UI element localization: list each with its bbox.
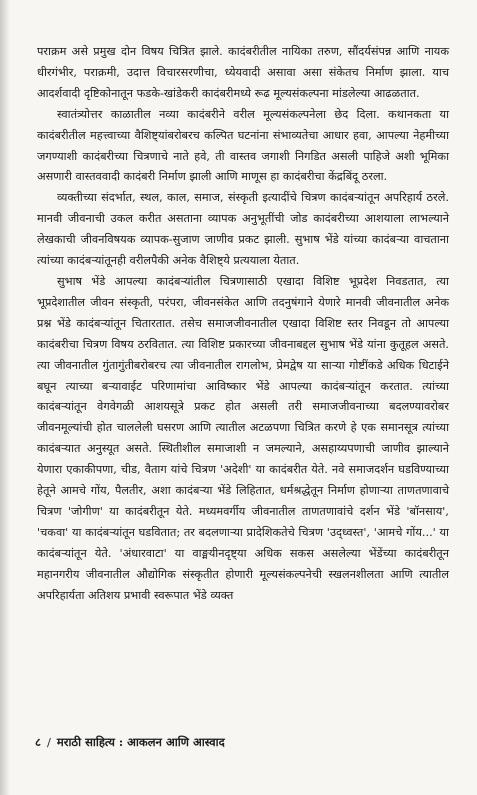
body-text	[37, 42, 449, 606]
page-footer	[35, 735, 455, 750]
footer-separator: /	[46, 735, 51, 749]
paragraph-1: पराक्रम असे प्रमुख दोन विषय चित्रित झाले. कादंबरीतील नायिका तरुण, सौंदर्यसंपन्न आणि नायक धीरगंभीर, पराक्रमी, उदात्त विचारसरणीचा, ध्येयवादी असावा असा संकेतच निर्माण झाला. याच आदर्शवादी दृष्टिकोनातून फडके-खांडेकरी कादंबरीमध्ये रूढ मूल्यसंकल्पना मांडलेल्या आढळतात.	[37, 45, 449, 100]
book-title: मराठी साहित्य : आकलन आणि आस्वाद	[56, 735, 225, 749]
binding-shadow	[0, 0, 10, 795]
paragraph-4: सुभाष भेंडे आपल्या कादंबऱ्यांतील चित्रणासाठी एखादा विशिष्ट भूप्रदेश निवडतात, त्या भूप्रदेशातील जीवन संस्कृती, परंपरा, जीवनसंकेत आणि तदनुषंगाने येणारे मानवी जीवनातील अनेक प्रश्न भेंडे कादंबऱ्यांतून चितारतात. तसेच समाजजीवनातील एखादा विशिष्ट स्तर निवडून तो आपल्या कादंबरीचा चित्रण विषय ठरवितात. त्या विशिष्ट प्रकारच्या जीवनाबद्दल सुभाष भेंडे यांना कुतूहल असते. त्या जीवनातील गुंतागुंतीबरोबरच त्या जीवनातील रागलोभ, प्रेमद्वेष या साऱ्या गोष्टींकडे अधिक धिटाईने बघून त्याच्या बऱ्यावाईट परिणामांचा आविष्कार भेंडे आपल्या कादंबऱ्यांतून करतात. त्यांच्या कादंबऱ्यांतून वेगवेगळी आशयसूत्रे प्रकट होत असली तरी समाजजीवनाच्या बदलण्यावरोबर जीवनमूल्यांची होत चाललेली घसरण आणि त्यातील अटळपणा चित्रित करणे हे एक समानसूत्र त्यांच्या कादंबऱ्यात अनुस्यूत असते. स्थितीशील समाजाशी न जमल्याने, असहाय्यपणाची जाणीव झाल्याने येणारा एकाकीपणा, चीड, वैताग यांचे चित्रण 'अदेशी' या कादंबरीत येते. नवे समाजदर्शन घडविण्याच्या हेतूने आमचे गोंय, पैलतीर, अशा कादंबऱ्या भेंडे लिहितात, धर्मश्रद्धेतून निर्माण होणाऱ्या ताणतणावाचे चित्रण 'जोगीण' या कादंबरीतून येते. मध्यमवर्गीय जीवनातील ताणतणावांचे दर्शन भेंडे 'बॉनसाय', 'चकवा' या कादंबऱ्यांतून घडवितात; तर बदलणाऱ्या प्रादेशिकतेचे चित्रण 'उद्ध्वस्त', 'आमचे गोंय...' या कादंबऱ्यांतून येते. 'अंधारवाटा' या वाङ्मयीनदृष्ट्या अधिक सकस असलेल्या भेंडेंच्या कादंबरीतून महानगरीय जीवनातील औद्योगिक संस्कृतीत होणारी मूल्यसंकल्पनेची स्खलनशीलता आणि त्यातील अपरिहार्यता अतिशय प्रभावी स्वरूपात भेंडे व्यक्त	[37, 274, 449, 602]
paragraph-3: व्यक्तीच्या संदर्भात, स्थल, काल, समाज, संस्कृती इत्यादींचे चित्रण कादंबऱ्यांतून अपरिहार्य ठरले. मानवी जीवनाची उकल करीत असताना व्यापक अनुभूतींची जोड कादंबरीच्या आशयाला लाभल्याने लेखकाची जीवनविषयक व्यापक-सुजाण जाणीव प्रकट झाली. सुभाष भेंडे यांच्या कादंबऱ्या वाचताना त्यांच्या कादंबऱ्यांतूनही वरीलपैकी अनेक वैशिष्ट्ये प्रत्ययाला येतात.	[37, 191, 449, 268]
page-number: ८	[35, 735, 41, 749]
paragraph-2: स्वातंत्र्योत्तर काळातील नव्या कादंबरीने वरील मूल्यसंकल्पनेला छेद दिला. कथानकता या कादंबरीतील महत्त्वाच्या वैशिष्ट्यांबरोबरच कल्पित घटनांना संभाव्यतेचा आधार हवा, आपल्या नेहमीच्या जगण्याशी कादंबरीच्या चित्रणाचे नाते हवे, ती वास्तव जगाशी निगडित असली पाहिजे अशी भूमिका असणारी वास्तववादी कादंबरी निर्माण झाली आणि माणूस हा कादंबरीचा केंद्रबिंदू ठरला.	[37, 107, 449, 184]
